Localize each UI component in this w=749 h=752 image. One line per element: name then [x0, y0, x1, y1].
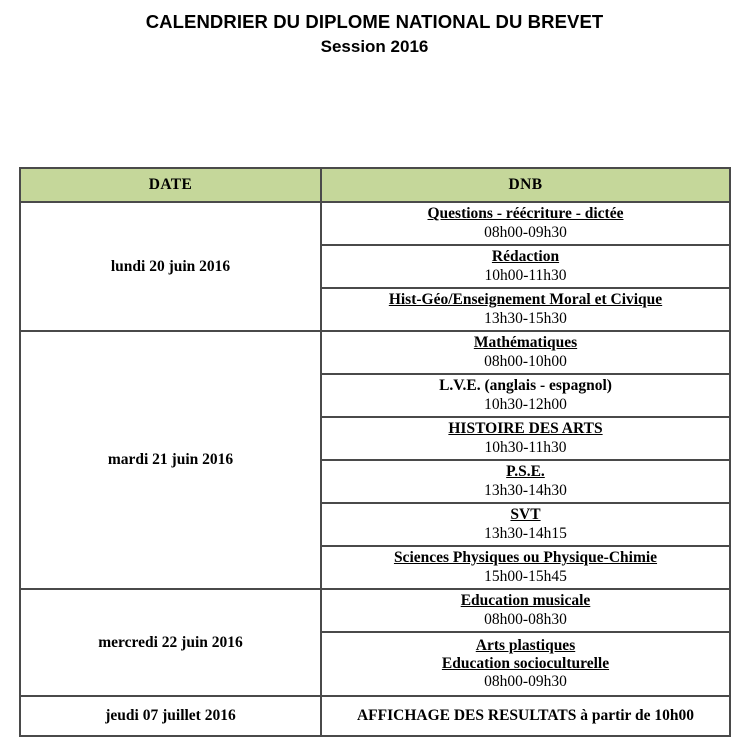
page-title: CALENDRIER DU DIPLOME NATIONAL DU BREVET	[145, 11, 604, 32]
exam-calendar-table	[19, 167, 731, 737]
page-subtitle: Session 2016	[320, 36, 429, 56]
exam-time: 15h00-15h45	[484, 567, 567, 585]
exam-time: 10h00-11h30	[484, 266, 567, 284]
exam-subject: Mathématiques	[473, 334, 578, 352]
exam-time: 08h00-09h30	[484, 223, 567, 241]
exam-cell	[321, 288, 730, 331]
exam-time: 10h30-11h30	[484, 438, 567, 456]
exam-subject: Rédaction	[491, 248, 560, 266]
column-header-date: DATE	[20, 168, 321, 202]
exam-cell	[321, 632, 730, 696]
table-row	[20, 589, 730, 632]
date-cell: lundi 20 juin 2016	[20, 202, 321, 331]
table-row	[20, 202, 730, 245]
exam-subject: L.V.E. (anglais - espagnol)	[439, 377, 612, 395]
calendar-table-container	[19, 167, 729, 737]
table-header-row	[20, 168, 730, 202]
table-row	[20, 696, 730, 736]
exam-subject: Hist-Géo/Enseignement Moral et Civique	[388, 291, 663, 309]
exam-subject: Education musicale	[460, 592, 591, 610]
exam-cell	[321, 331, 730, 374]
exam-time: 08h00-10h00	[484, 352, 567, 370]
exam-time: 13h30-15h30	[484, 309, 567, 327]
exam-subject: P.S.E.	[506, 463, 545, 481]
exam-subject: HISTOIRE DES ARTS	[448, 420, 603, 438]
exam-subject: Sciences Physiques ou Physique-Chimie	[393, 549, 658, 567]
exam-time: 08h00-09h30	[484, 673, 567, 691]
exam-cell	[321, 245, 730, 288]
exam-cell	[321, 503, 730, 546]
exam-cell	[321, 546, 730, 589]
results-announcement-cell	[321, 696, 730, 736]
exam-cell	[321, 460, 730, 503]
table-header	[20, 168, 730, 202]
exam-cell	[321, 417, 730, 460]
exam-cell	[321, 374, 730, 417]
document-title-block	[0, 0, 749, 58]
exam-time: 13h30-14h15	[484, 524, 567, 542]
exam-cell	[321, 202, 730, 245]
exam-subject: Arts plastiques	[475, 636, 576, 654]
exam-subject-secondary: Education socioculturelle	[441, 654, 610, 672]
table-row	[20, 331, 730, 374]
date-cell: jeudi 07 juillet 2016	[20, 696, 321, 736]
results-announcement-text: AFFICHAGE DES RESULTATS à partir de 10h00	[356, 706, 695, 724]
date-cell: mercredi 22 juin 2016	[20, 589, 321, 696]
exam-time: 13h30-14h30	[484, 481, 567, 499]
exam-subject: Questions - réécriture - dictée	[427, 205, 624, 223]
exam-cell	[321, 589, 730, 632]
date-cell: mardi 21 juin 2016	[20, 331, 321, 589]
exam-time: 10h30-12h00	[484, 395, 567, 413]
exam-subject: SVT	[510, 506, 541, 524]
table-body	[20, 202, 730, 736]
exam-time: 08h00-08h30	[484, 610, 567, 628]
column-header-dnb: DNB	[321, 168, 730, 202]
